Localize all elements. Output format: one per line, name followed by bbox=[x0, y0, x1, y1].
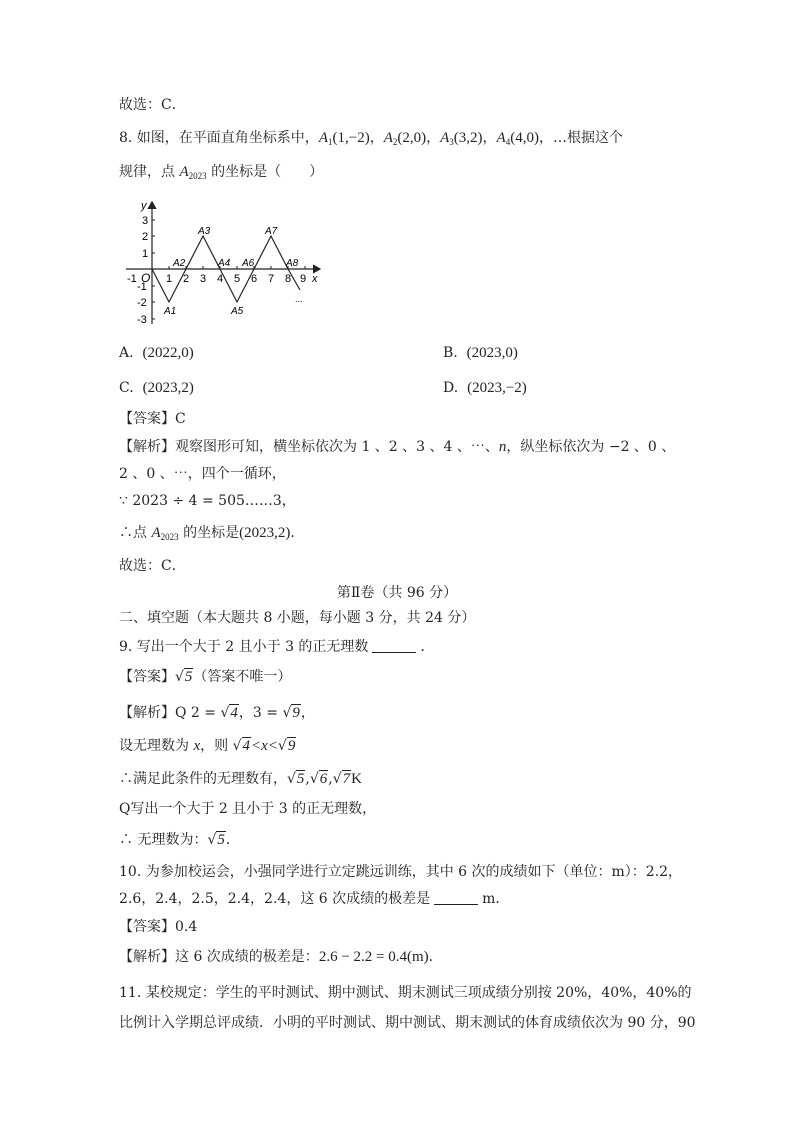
explanation-10: 【解析】这 6 次成绩的极差是：2.6 − 2.2 = 0.4(m)． bbox=[119, 949, 443, 965]
explanation-9-line-2: 设无理数为 x，则 √4<x<√9 bbox=[119, 738, 296, 754]
option-d: D. (2023,−2) bbox=[443, 380, 527, 396]
option-c: C. (2023,2) bbox=[119, 380, 194, 396]
option-a: A. (2022,0) bbox=[119, 345, 194, 361]
origin-label: O bbox=[141, 271, 151, 285]
point-label: A4 bbox=[218, 258, 231, 269]
point-a2: $A_2(2,0)$ bbox=[383, 130, 427, 147]
question-8-line-1: 8. 如图，在平面直角坐标系中，$A_1(1,-2)$，$A_2(2,0)$，$A_3(3,2)$，$A_4(4,0)$，…根据这个 bbox=[119, 130, 623, 147]
y-tick-label: -1 bbox=[137, 281, 147, 293]
x-tick-label: 4 bbox=[217, 273, 224, 285]
text-line: 故选：C． bbox=[119, 97, 186, 113]
x-axis-label: x bbox=[312, 273, 318, 285]
point-label: A2 bbox=[173, 258, 186, 269]
question-8-line-2: 规律，点 $A_{2023}$ 的坐标是（ ） bbox=[119, 164, 324, 181]
x-tick-label: 9 bbox=[300, 273, 307, 285]
explanation-9-line-3: ∴满足此条件的无理数有，√5,√6,√7K bbox=[119, 771, 363, 787]
y-tick-label: 1 bbox=[142, 248, 149, 260]
point-label: A3 bbox=[198, 226, 211, 237]
explanation-8-line-4: ∴点 $A_{2023}$ 的坐标是(2023,2)． bbox=[119, 525, 305, 542]
point-a3: $A_3(3,2)$ bbox=[440, 130, 483, 147]
explanation-9-line-1: 【解析】Q 2 = √4，3 = √9， bbox=[119, 705, 315, 721]
y-tick-label: -2 bbox=[137, 297, 147, 309]
answer-8: 【答案】C bbox=[119, 411, 186, 427]
y-tick-label: -3 bbox=[137, 314, 147, 326]
point-label: A5 bbox=[231, 306, 244, 317]
explanation-8-line-2: 2 、0 、⋯，四个一循环， bbox=[119, 466, 286, 482]
y-axis-label: y bbox=[141, 200, 147, 212]
coordinate-graph bbox=[118, 198, 328, 328]
x-tick-label: 3 bbox=[200, 273, 207, 285]
x-tick-label: 2 bbox=[183, 273, 190, 285]
answer-10: 【答案】0.4 bbox=[119, 919, 198, 935]
x-tick-label: -1 bbox=[127, 273, 137, 285]
text: 8. 如图，在平面直角坐标系中， bbox=[119, 130, 319, 146]
option-b: B. (2023,0) bbox=[443, 345, 518, 361]
text-line: 故选：C． bbox=[119, 558, 186, 574]
y-tick-label: 3 bbox=[142, 215, 149, 227]
point-a1: $A_1(1,-2)$ bbox=[318, 130, 370, 147]
answer-9: 【答案】√5（答案不唯一） bbox=[119, 669, 292, 685]
x-tick-label: 7 bbox=[268, 273, 275, 285]
x-tick-label: 8 bbox=[285, 273, 292, 285]
point-label: A1 bbox=[164, 306, 177, 317]
ellipsis: ... bbox=[295, 294, 303, 304]
point-a2023: $A_{2023}$ bbox=[179, 164, 207, 181]
question-11-line-1: 11. 某校规定：学生的平时测试、期中测试、期末测试三项成绩分别按 20%，40%，40%的 bbox=[119, 985, 692, 1001]
x-tick-label: 6 bbox=[251, 273, 258, 285]
explanation-8-line-1: 【解析】观察图形可知，横坐标依次为 1 、2 、3 、4 、⋯、n，纵坐标依次为 −2 、0 、 bbox=[119, 439, 676, 455]
question-9: 9. 写出一个大于 2 且小于 3 的正无理数 ． bbox=[119, 639, 435, 655]
point-label: A6 bbox=[242, 258, 255, 269]
section-heading: 二、填空题（本大题共 8 小题，每小题 3 分，共 24 分） bbox=[119, 610, 476, 626]
x-tick-label: 5 bbox=[234, 273, 241, 285]
point-a4: $A_4(4,0)$ bbox=[496, 130, 539, 147]
question-11-line-2: 比例计入学期总评成绩．小明的平时测试、期中测试、期末测试的体育成绩依次为 90 分，90 bbox=[119, 1015, 696, 1031]
answer-blank bbox=[434, 890, 478, 905]
explanation-9-line-5: ∴ 无理数为：√5． bbox=[119, 832, 240, 848]
x-tick-label: 1 bbox=[166, 273, 173, 285]
section-title: 第Ⅱ卷（共 96 分） bbox=[336, 585, 458, 601]
explanation-8-line-3: ∵ 2023 ÷ 4 = 505……3， bbox=[119, 493, 296, 509]
question-10-line-2: 2.6，2.4，2.5，2.4，2.4，这 6 次成绩的极差是 m． bbox=[119, 891, 510, 907]
point-label: A7 bbox=[265, 226, 278, 237]
explanation-9-line-4: Q写出一个大于 2 且小于 3 的正无理数， bbox=[119, 801, 377, 817]
point-label: A8 bbox=[286, 258, 299, 269]
answer-blank bbox=[372, 638, 416, 653]
y-tick-label: 2 bbox=[142, 231, 149, 243]
question-10-line-1: 10. 为参加校运会，小强同学进行立定跳远训练，其中 6 次的成绩如下（单位：m）：2.2， bbox=[119, 864, 683, 880]
